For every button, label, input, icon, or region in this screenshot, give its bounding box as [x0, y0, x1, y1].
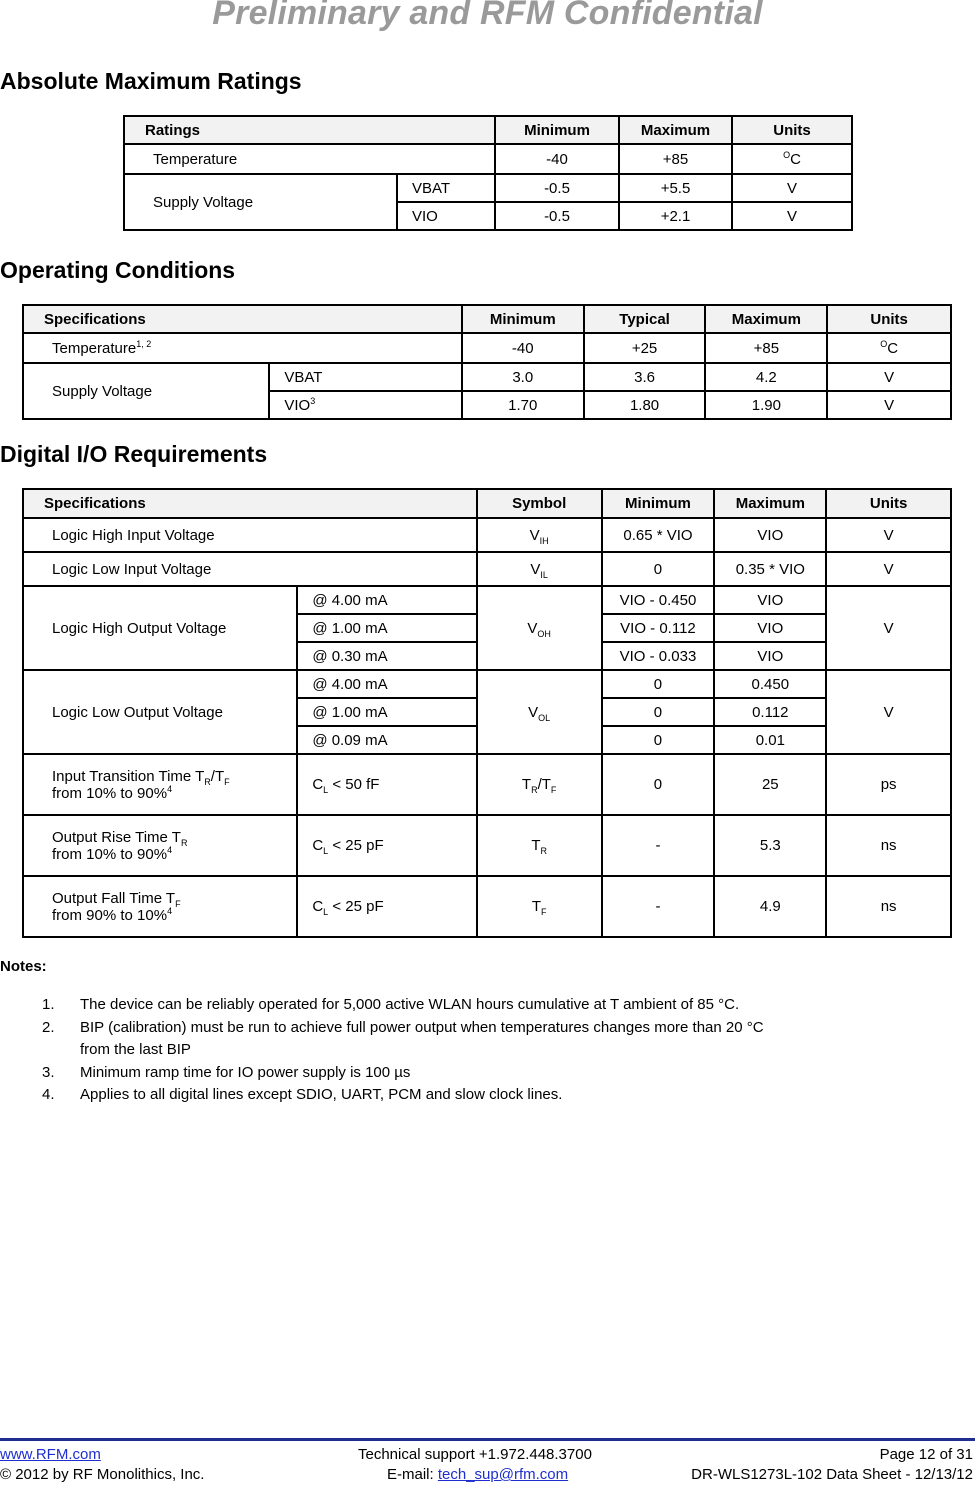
list-item: 3. Minimum ramp time for IO power supply is 100 µs — [42, 1063, 411, 1081]
confidential-header: Preliminary and RFM Confidential — [212, 0, 763, 32]
col-header: Minimum — [602, 489, 715, 518]
table-row: Logic High Input Voltage $V_{IH}$ 0.65 * VIO VIO V — [23, 518, 951, 552]
table-row: @ 0.09 mA 0 0.01 — [23, 726, 951, 754]
op-conditions-table — [22, 304, 952, 420]
col-header: Specifications — [23, 305, 462, 333]
col-header: Maximum — [705, 305, 827, 333]
list-item: 2. BIP (calibration) must be run to achieve full power output when temperatures changes more than 20 °C from the last BIP — [42, 1018, 764, 1058]
copyright: © 2012 by RF Monolithics, Inc. — [0, 1466, 205, 1483]
op-conditions-title: Operating Conditions — [0, 257, 236, 283]
email-link[interactable]: tech_sup@rfm.com — [437, 1466, 569, 1483]
col-header: Units — [826, 489, 951, 518]
support-email: E-mail: tech_sup@rfm.com — [387, 1466, 569, 1483]
notes-list — [42, 994, 922, 1107]
table-row: Logic Low Output Voltage @ 4.00 mA $V_{OL}$ 0 0.450 V — [23, 670, 951, 698]
abs-max-title: Absolute Maximum Ratings — [0, 68, 302, 94]
unit-cell: $^O$C — [732, 144, 852, 174]
table-row: VIO -0.5 +2.1 V — [124, 202, 852, 230]
col-header: Maximum — [619, 116, 732, 144]
footer-divider — [0, 1438, 975, 1441]
dio-title: Digital I/O Requirements — [0, 441, 268, 467]
table-row: Temperature -40 +85 $^O$C — [124, 144, 852, 174]
col-header: Maximum — [714, 489, 826, 518]
page-number: Page 12 of 31 — [879, 1446, 973, 1463]
col-header: Symbol — [477, 489, 602, 518]
table-row: VIO$^3$ 1.70 1.80 1.90 V — [23, 391, 951, 419]
table-row: Input Transition Time $T_R/T_F$ from 10% to 90%$^4$ $C_L < 50$ fF $T_R/T_F$ 0 25 ps — [23, 754, 951, 815]
table-row: @ 1.00 mA 0 0.112 — [23, 698, 951, 726]
col-header: Minimum — [462, 305, 584, 333]
support-phone: Technical support +1.972.448.3700 — [358, 1446, 592, 1463]
table-row: Logic Low Input Voltage $V_{IL}$ 0 0.35 * VIO V — [23, 552, 951, 586]
table-row: Logic High Output Voltage @ 4.00 mA $V_{OH}$ VIO - 0.450 VIO V — [23, 586, 951, 614]
col-header: Units — [827, 305, 951, 333]
table-row: Supply Voltage VBAT -0.5 +5.5 V — [124, 174, 852, 202]
table-row: @ 1.00 mA VIO - 0.112 VIO — [23, 614, 951, 642]
list-item: 4. Applies to all digital lines except SDIO, UART, PCM and slow clock lines. — [42, 1086, 563, 1103]
table-row: Output Fall Time $T_F$ from 90% to 10%$^4$ $C_L < 25$ pF $T_F$ - 4.9 ns — [23, 876, 951, 937]
table-row: Output Rise Time $T_R$ from 10% to 90%$^4$ $C_L < 25$ pF $T_R$ - 5.3 ns — [23, 815, 951, 876]
col-header: Typical — [584, 305, 706, 333]
abs-max-table — [123, 115, 853, 231]
document-id: DR-WLS1273L-102 Data Sheet - 12/13/12 — [691, 1466, 973, 1483]
table-row: Supply Voltage VBAT 3.0 3.6 4.2 V — [23, 363, 951, 391]
col-header: Ratings — [124, 116, 495, 144]
unit-cell: $^O$C — [827, 333, 951, 363]
table-row: @ 0.30 mA VIO - 0.033 VIO — [23, 642, 951, 670]
dio-table — [22, 488, 952, 938]
website-link[interactable]: www.RFM.com — [0, 1446, 101, 1463]
list-item: 1. The device can be reliably operated for 5,000 active WLAN hours cumulative at T ambient of 85 °C. — [42, 996, 740, 1013]
table-row: Temperature$^{1, 2}$ -40 +25 +85 $^O$C — [23, 333, 951, 363]
col-header: Minimum — [495, 116, 619, 144]
col-header: Units — [732, 116, 852, 144]
notes-title: Notes: — [0, 958, 47, 975]
col-header: Specifications — [23, 489, 477, 518]
